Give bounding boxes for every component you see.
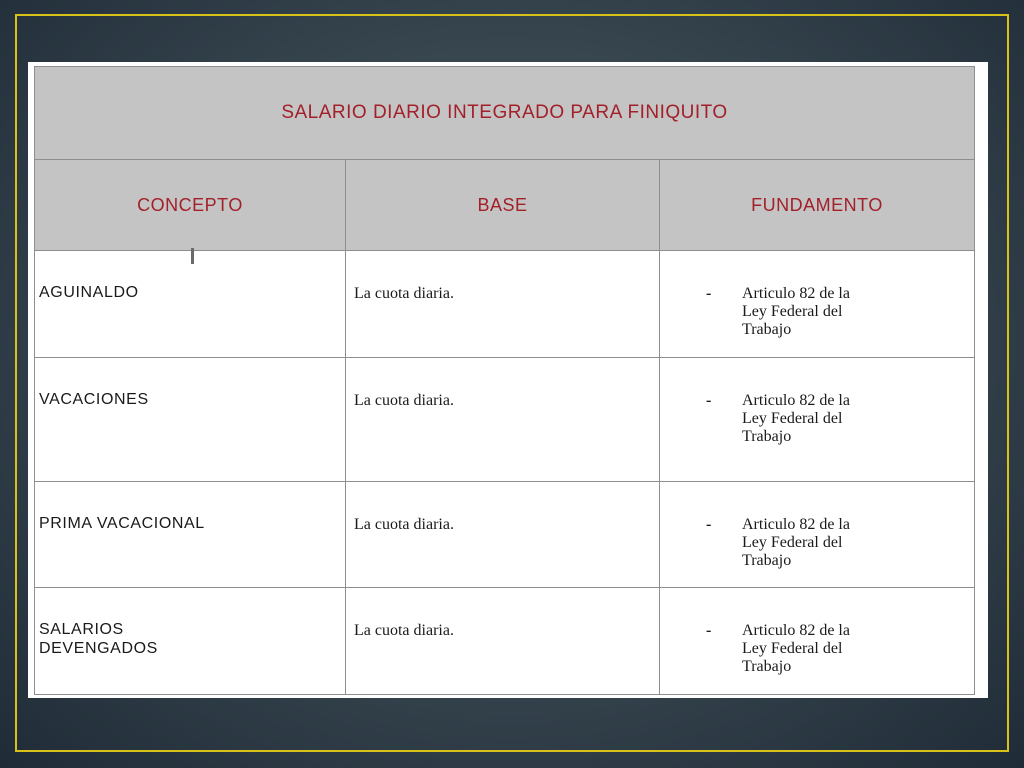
fundamento-line: Ley Federal del (742, 303, 843, 320)
fundamento-line: Trabajo (742, 321, 792, 338)
concepto-cell (35, 588, 346, 695)
fundamento-line: Articulo 82 de la (742, 392, 850, 409)
bullet-marker: - (706, 516, 712, 533)
base-text: La cuota diaria. (354, 285, 454, 302)
table-sheet (28, 62, 988, 698)
base-cell (346, 588, 660, 695)
fundamento-cell (660, 358, 975, 482)
bullet-marker: - (706, 622, 712, 639)
bullet-marker: - (706, 285, 712, 302)
fundamento-line: Ley Federal del (742, 410, 843, 427)
fundamento-cell (660, 588, 975, 695)
concepto-text: PRIMA VACACIONAL (39, 515, 205, 532)
base-cell (346, 482, 660, 588)
base-cell (346, 358, 660, 482)
table-title: SALARIO DIARIO INTEGRADO PARA FINIQUITO (35, 67, 975, 160)
concepto-text: VACACIONES (39, 391, 149, 408)
base-cell (346, 251, 660, 358)
base-text: La cuota diaria. (354, 516, 454, 533)
header-base: BASE (346, 160, 660, 251)
fundamento-line: Trabajo (742, 428, 792, 445)
header-row (35, 160, 975, 251)
concepto-line: DEVENGADOS (39, 640, 158, 657)
concepto-cell (35, 251, 346, 358)
concepto-cell (35, 482, 346, 588)
table-row (35, 482, 975, 588)
fundamento-line: Ley Federal del (742, 640, 843, 657)
base-text: La cuota diaria. (354, 622, 454, 639)
fundamento-line: Ley Federal del (742, 534, 843, 551)
fundamento-line: Articulo 82 de la (742, 622, 850, 639)
fundamento-cell (660, 482, 975, 588)
header-concepto: CONCEPTO (35, 160, 346, 251)
text-cursor-mark (191, 248, 194, 264)
fundamento-cell (660, 251, 975, 358)
fundamento-line: Articulo 82 de la (742, 516, 850, 533)
salary-table (34, 66, 975, 695)
concepto-text: AGUINALDO (39, 284, 139, 301)
concepto-line: SALARIOS (39, 621, 124, 638)
concepto-cell (35, 358, 346, 482)
fundamento-line: Trabajo (742, 552, 792, 569)
fundamento-line: Trabajo (742, 658, 792, 675)
header-fundamento: FUNDAMENTO (660, 160, 975, 251)
table-row (35, 251, 975, 358)
title-row (35, 67, 975, 160)
table-row (35, 358, 975, 482)
fundamento-line: Articulo 82 de la (742, 285, 850, 302)
bullet-marker: - (706, 392, 712, 409)
table-row (35, 588, 975, 695)
base-text: La cuota diaria. (354, 392, 454, 409)
